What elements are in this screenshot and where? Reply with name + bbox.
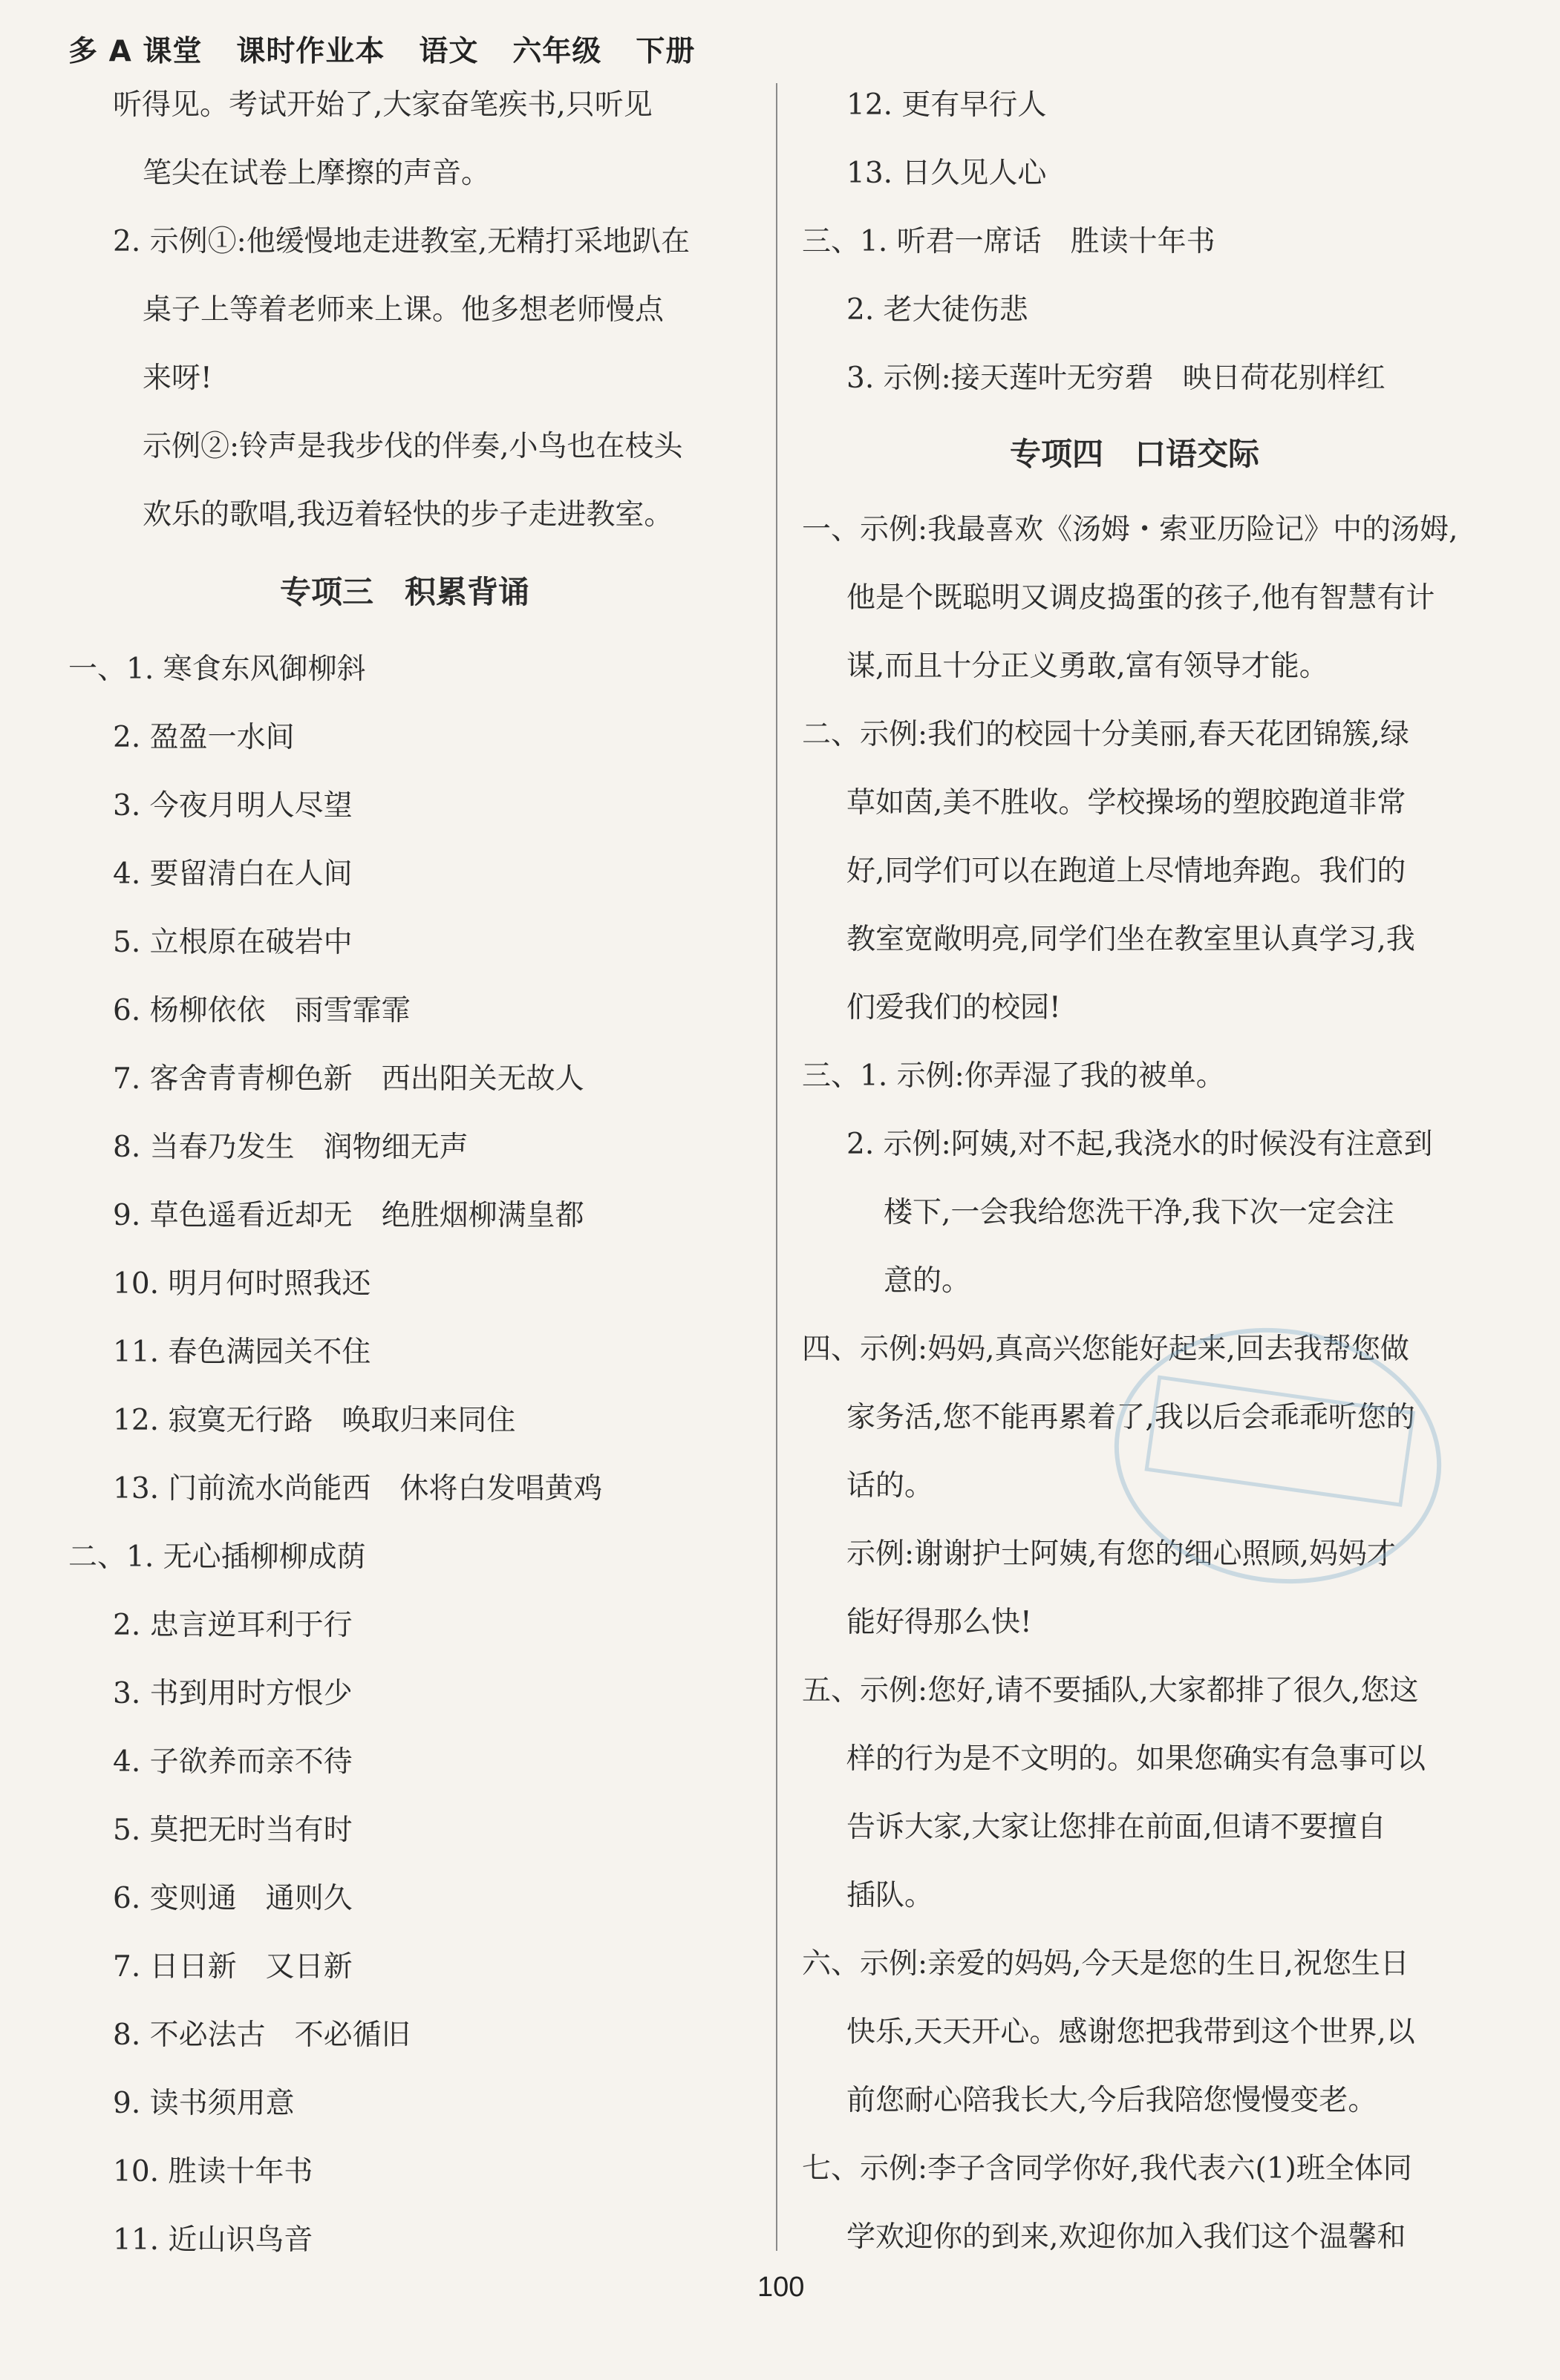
text-line: 四、示例:妈妈,真高兴您能好起来,回去我帮您做 <box>802 1333 1409 1366</box>
text-line: 快乐,天天开心。感谢您把我带到这个世界,以 <box>846 2016 1415 2049</box>
text-line: 谋,而且十分正义勇敢,富有领导才能。 <box>846 650 1328 683</box>
text-line: 样的行为是不文明的。如果您确实有急事可以 <box>846 1742 1426 1776</box>
header-subject: 语文 <box>419 35 479 68</box>
text-line: 2. 忠言逆耳利于行 <box>113 1609 353 1642</box>
text-line: 3. 书到用时方恨少 <box>113 1677 353 1710</box>
header-volume: 下册 <box>636 35 696 68</box>
text-line: 6. 杨柳依依 雨雪霏霏 <box>113 994 411 1027</box>
text-line: 他是个既聪明又调皮捣蛋的孩子,他有智慧有计 <box>846 581 1435 615</box>
text-line: 9. 草色遥看近却无 绝胜烟柳满皇都 <box>113 1199 584 1232</box>
text-line: 前您耐心陪我长大,今后我陪您慢慢变老。 <box>846 2084 1377 2117</box>
text-line: 2. 示例①:他缓慢地走进教室,无精打采地趴在 <box>113 225 691 258</box>
text-line: 示例:谢谢护士阿姨,有您的细心照顾,妈妈才 <box>846 1537 1396 1571</box>
text-line: 13. 门前流水尚能西 休将白发唱黄鸡 <box>113 1472 603 1506</box>
text-line: 七、示例:李子含同学你好,我代表六(1)班全体同 <box>802 2152 1412 2186</box>
text-line: 13. 日久见人心 <box>846 157 1047 190</box>
section-heading: 专项四 口语交际 <box>1010 436 1260 472</box>
text-line: 2. 老大徒伤悲 <box>846 293 1028 327</box>
text-line: 笔尖在试卷上摩擦的声音。 <box>143 157 491 190</box>
text-line: 3. 示例:接天莲叶无穷碧 映日荷花别样红 <box>846 362 1386 395</box>
header-book: 课时作业本 <box>236 35 385 68</box>
text-line: 教室宽敞明亮,同学们坐在教室里认真学习,我 <box>846 923 1415 956</box>
text-line: 二、示例:我们的校园十分美丽,春天花团锦簇,绿 <box>802 718 1409 751</box>
text-line: 一、1. 寒食东风御柳斜 <box>68 653 366 686</box>
text-line: 10. 胜读十年书 <box>113 2155 313 2188</box>
text-line: 示例②:铃声是我步伐的伴奏,小鸟也在枝头 <box>143 430 683 463</box>
text-line: 一、示例:我最喜欢《汤姆・索亚历险记》中的汤姆, <box>802 513 1458 546</box>
text-line: 5. 立根原在破岩中 <box>113 926 353 959</box>
text-line: 二、1. 无心插柳柳成荫 <box>68 1540 366 1574</box>
text-line: 9. 读书须用意 <box>113 2087 295 2120</box>
text-line: 2. 示例:阿姨,对不起,我浇水的时候没有注意到 <box>846 1128 1433 1161</box>
text-line: 好,同学们可以在跑道上尽情地奔跑。我们的 <box>846 854 1406 888</box>
text-line: 7. 客舍青青柳色新 西出阳关无故人 <box>113 1062 584 1096</box>
text-line: 话的。 <box>846 1469 934 1503</box>
text-line: 家务活,您不能再累着了,我以后会乖乖听您的 <box>846 1401 1415 1434</box>
header-brand: 多 A 课堂 <box>68 35 203 68</box>
text-line: 10. 明月何时照我还 <box>113 1267 371 1301</box>
text-line: 12. 更有早行人 <box>846 88 1047 122</box>
text-line: 告诉大家,大家让您排在前面,但请不要擅自 <box>846 1811 1386 1844</box>
text-line: 11. 近山识鸟音 <box>113 2223 313 2257</box>
text-line: 听得见。考试开始了,大家奋笔疾书,只听见 <box>113 88 653 122</box>
text-line: 11. 春色满园关不住 <box>113 1336 371 1369</box>
text-line: 五、示例:您好,请不要插队,大家都排了很久,您这 <box>802 1674 1419 1707</box>
text-line: 欢乐的歌唱,我迈着轻快的步子走进教室。 <box>143 498 673 532</box>
text-line: 三、1. 示例:你弄湿了我的被单。 <box>802 1059 1225 1093</box>
header-grade: 六年级 <box>512 35 602 68</box>
text-line: 3. 今夜月明人尽望 <box>113 789 353 823</box>
page-header <box>68 28 729 70</box>
text-line: 桌子上等着老师来上课。他多想老师慢点 <box>143 293 665 327</box>
text-line: 六、示例:亲爱的妈妈,今天是您的生日,祝您生日 <box>802 1947 1409 1981</box>
text-line: 8. 当春乃发生 润物细无声 <box>113 1131 469 1164</box>
text-line: 8. 不必法古 不必循旧 <box>113 2018 411 2052</box>
text-line: 插队。 <box>846 1879 934 1912</box>
text-line: 12. 寂寞无行路 唤取归来同住 <box>113 1404 516 1437</box>
text-line: 楼下,一会我给您洗干净,我下次一定会注 <box>884 1196 1394 1229</box>
text-line: 4. 要留清白在人间 <box>113 857 353 891</box>
text-line: 们爱我们的校园! <box>846 991 1061 1024</box>
section-heading: 专项三 积累背诵 <box>280 574 530 610</box>
text-line: 2. 盈盈一水间 <box>113 721 295 754</box>
text-line: 能好得那么快! <box>846 1606 1032 1639</box>
column-divider <box>776 83 777 2251</box>
text-line: 4. 子欲养而亲不待 <box>113 1745 353 1779</box>
text-line: 7. 日日新 又日新 <box>113 1950 353 1984</box>
stamp-frame <box>1144 1375 1415 1506</box>
text-line: 6. 变则通 通则久 <box>113 1882 353 1915</box>
text-line: 5. 莫把无时当有时 <box>113 1814 353 1847</box>
text-line: 来呀! <box>143 362 212 395</box>
text-line: 意的。 <box>884 1264 971 1298</box>
text-line: 草如茵,美不胜收。学校操场的塑胶跑道非常 <box>846 786 1406 820</box>
page-number: 100 <box>757 2272 805 2303</box>
text-line: 三、1. 听君一席话 胜读十年书 <box>802 225 1215 258</box>
text-line: 学欢迎你的到来,欢迎你加入我们这个温馨和 <box>846 2220 1406 2254</box>
